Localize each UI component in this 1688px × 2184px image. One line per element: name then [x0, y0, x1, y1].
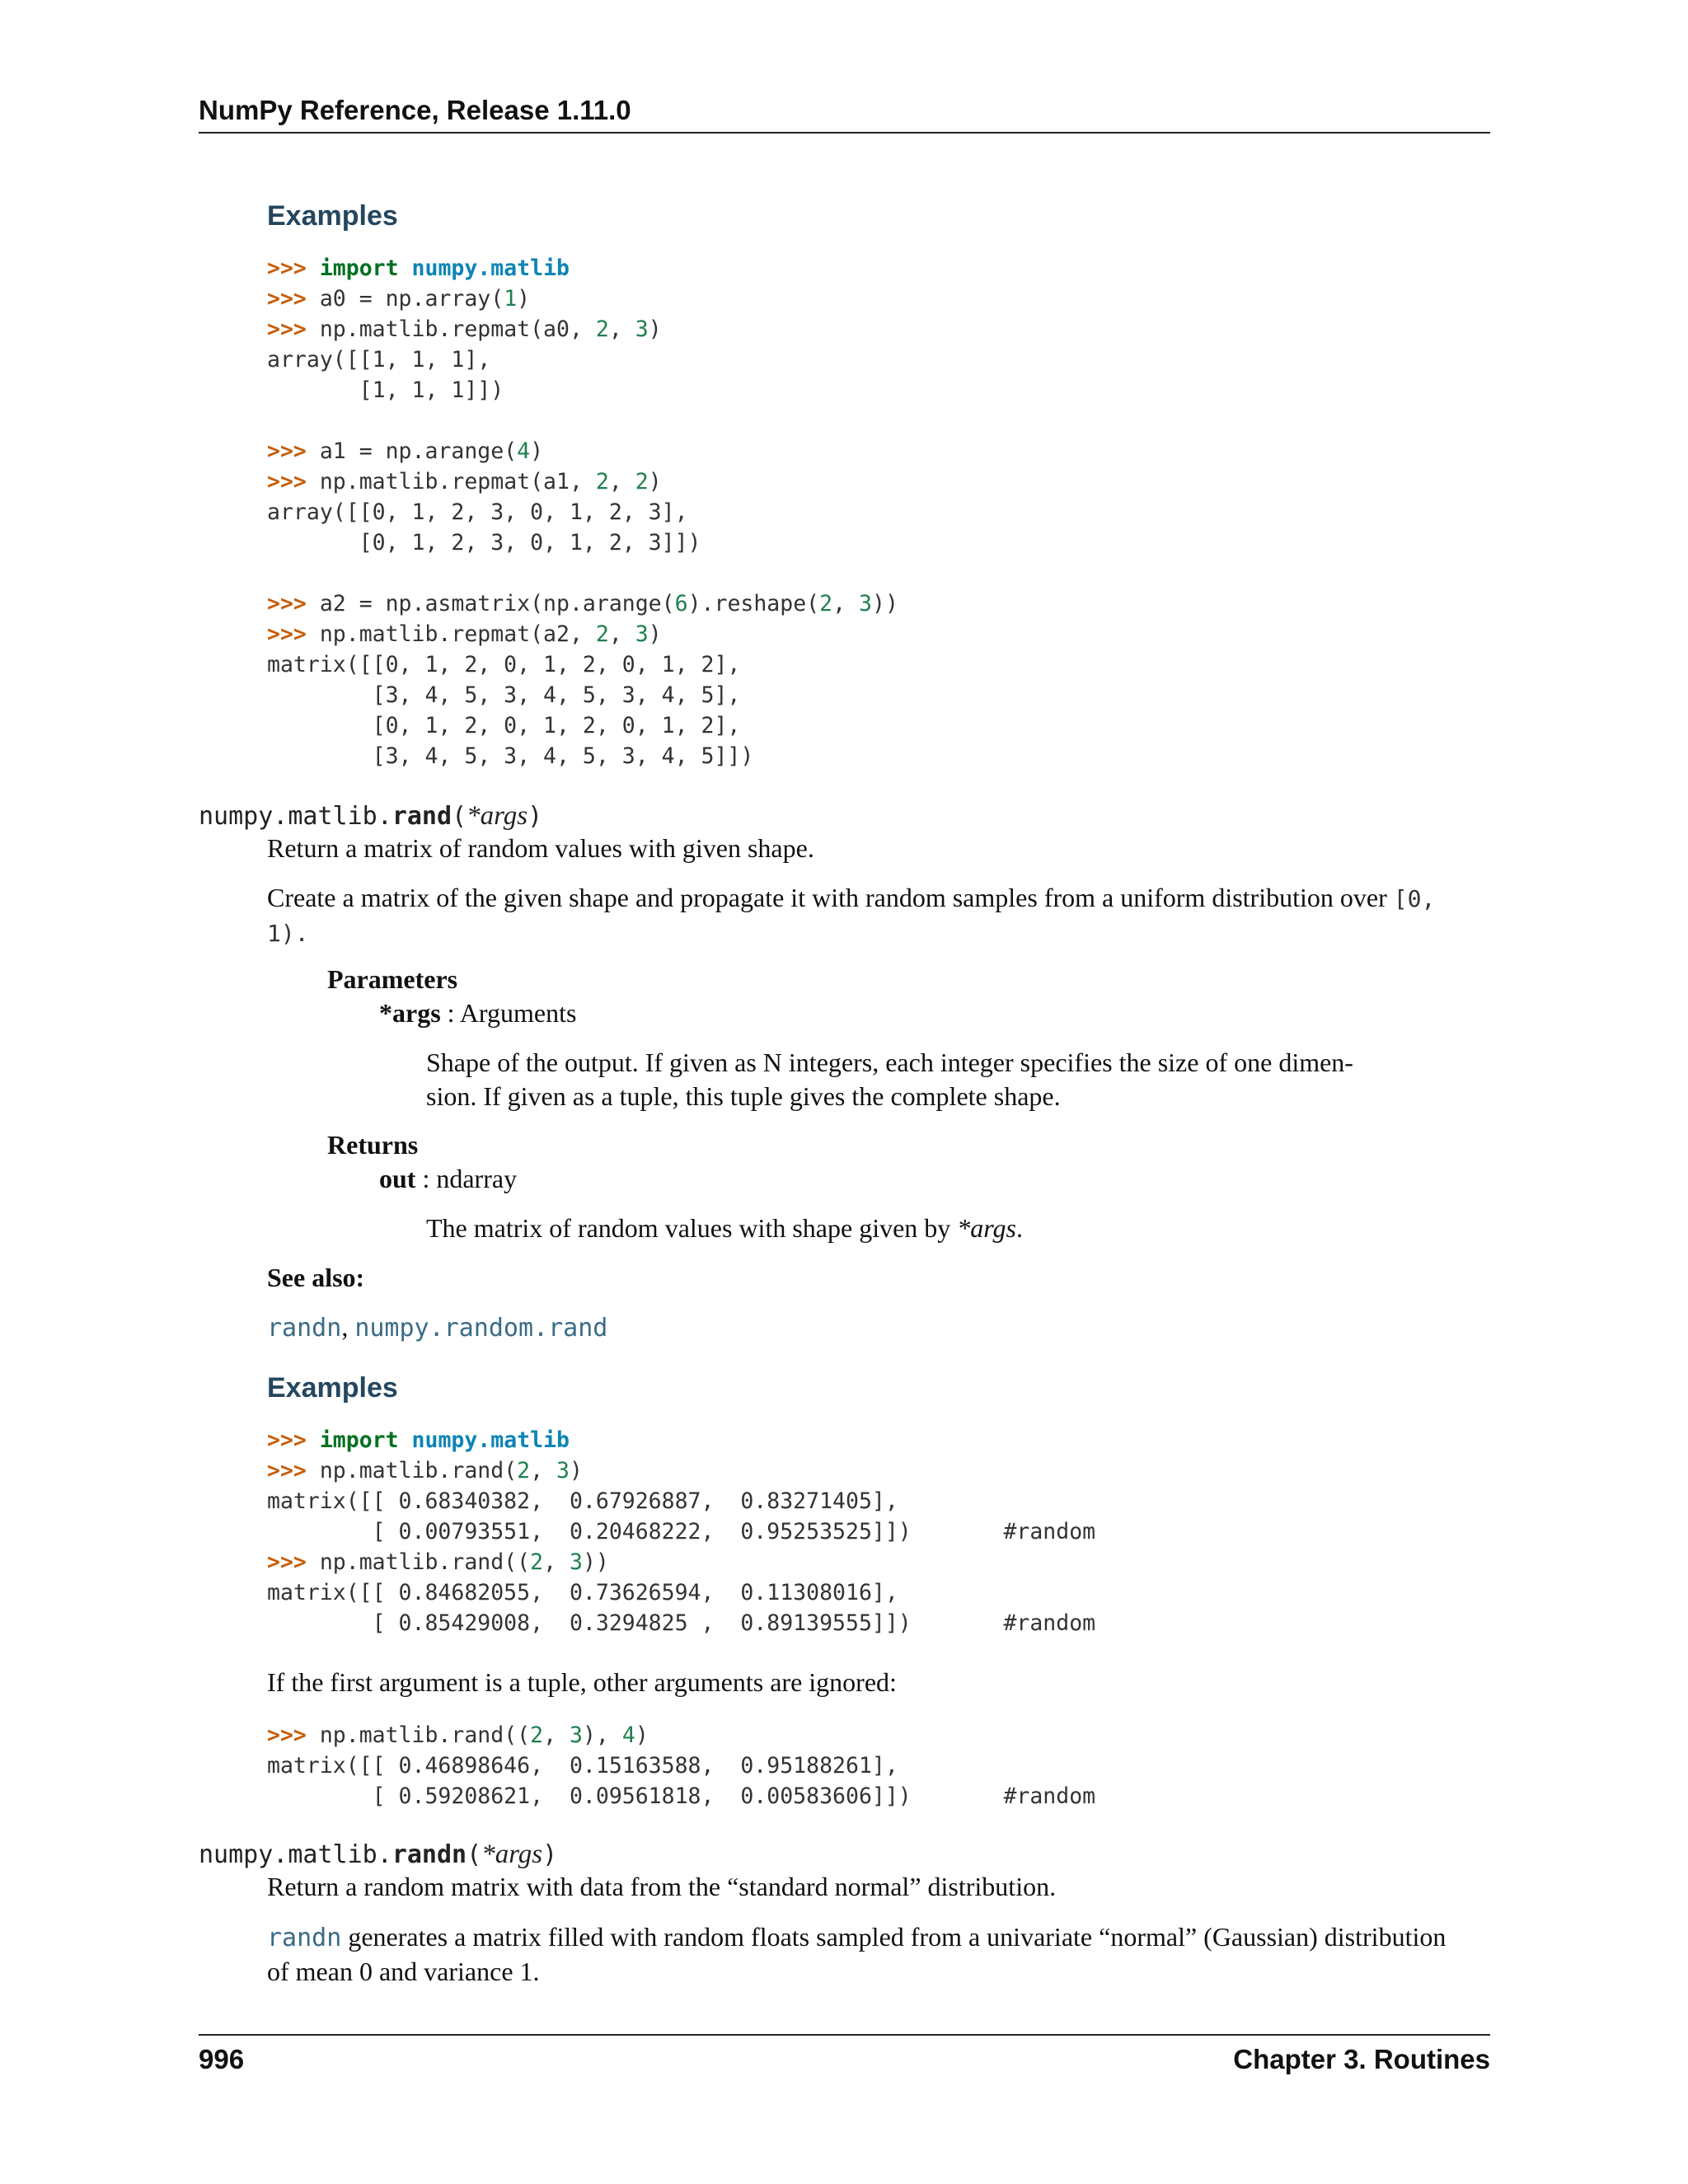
- see-also-links: randn, numpy.random.rand: [267, 1312, 608, 1343]
- return-out: out : ndarray: [379, 1164, 518, 1193]
- randn-description: randn generates a matrix filled with random floats sampled from a univariate “normal” (Gaussian) distribution of mean 0 and variance 1.: [267, 1922, 1447, 1986]
- param-args: *args : Arguments: [379, 998, 577, 1028]
- randn-signature: numpy.matlib.randn(*args): [199, 1840, 558, 1869]
- chapter-label: Chapter 3. Routines: [1233, 2044, 1490, 2074]
- tuple-note: If the first argument is a tuple, other arguments are ignored:: [267, 1667, 897, 1697]
- rand-signature: numpy.matlib.rand(*args): [199, 801, 543, 831]
- link-randn[interactable]: randn: [267, 1314, 342, 1343]
- examples-heading: Examples: [267, 200, 398, 232]
- link-randn-inline[interactable]: randn: [267, 1924, 342, 1952]
- parameters-label: Parameters: [327, 964, 458, 994]
- rand-examples-heading: Examples: [267, 1372, 398, 1404]
- page-number: 996: [199, 2044, 245, 2074]
- rand-code-block: >>> import numpy.matlib >>> np.matlib.rand(2, 3) matrix([[ 0.68340382, 0.67926887, 0.83271405], [ 0.00793551, 0.20468222, 0.95253525]]) #random >>> np.matlib.rand((2, 3)) matrix([[ 0.84682055, 0.73626594, 0.11308016], [ 0.85429008, 0.3294825 , 0.89139555]]) #random: [267, 1427, 1096, 1636]
- page-footer: [199, 2034, 1490, 2075]
- return-out-description: The matrix of random values with shape given by *args.: [426, 1213, 1023, 1243]
- param-args-description: Shape of the output. If given as N integers, each integer specifies the size of one dimen- sion. If given as a tuple, this tuple gives the complete shape.: [426, 1047, 1353, 1111]
- rand-tuple-code-block: >>> np.matlib.rand((2, 3), 4) matrix([[ 0.46898646, 0.15163588, 0.95188261], [ 0.59208621, 0.09561818, 0.00583606]]) #random: [267, 1722, 1096, 1809]
- link-numpy-random-rand[interactable]: numpy.random.rand: [354, 1314, 608, 1343]
- randn-summary: Return a random matrix with data from the “standard normal” distribution.: [267, 1872, 1057, 1901]
- see-also-label: See also:: [267, 1263, 365, 1292]
- page-header: [199, 94, 1490, 134]
- rand-summary: Return a matrix of random values with given shape.: [267, 833, 814, 863]
- repmat-code-block: >>> import numpy.matlib >>> a0 = np.array(1) >>> np.matlib.repmat(a0, 2, 3) array([[1, 1, 1], [1, 1, 1]]) >>> a1 = np.arange(4) >>> np.matlib.repmat(a1, 2, 2) array([[0, 1, 2, 3, 0, 1, 2, 3], [0, 1, 2, 3, 0, 1, 2, 3]]) >>> a2 = np.asmatrix(np.arange(6).reshape(2, 3)) >>> np.matlib.repmat(a2, 2, 3) matrix([[0, 1, 2, 0, 1, 2, 0, 1, 2], [3, 4, 5, 3, 4, 5, 3, 4, 5], [0, 1, 2, 0, 1, 2, 0, 1, 2], [3, 4, 5, 3, 4, 5, 3, 4, 5]]): [267, 255, 898, 769]
- document-title: NumPy Reference, Release 1.11.0: [199, 95, 631, 125]
- returns-label: Returns: [327, 1130, 419, 1160]
- rand-description: Create a matrix of the given shape and propagate it with random samples from a uniform distribution over [0, 1).: [267, 883, 1436, 947]
